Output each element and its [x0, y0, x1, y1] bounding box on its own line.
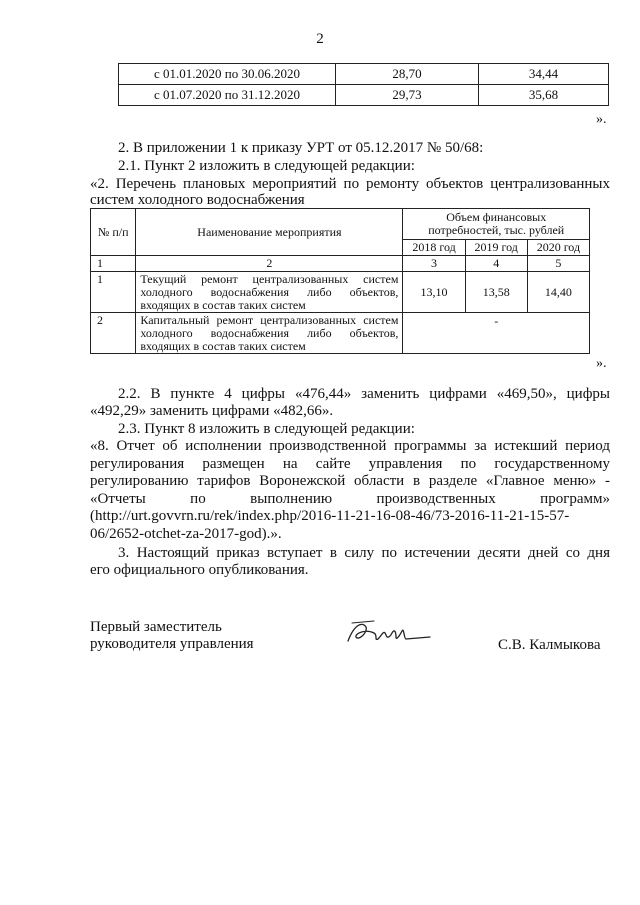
paragraph-2-3-line: «Отчеты по выполнению производственных программ»	[90, 491, 610, 507]
period-cell: с 01.01.2020 по 30.06.2020	[119, 64, 336, 85]
paragraph-2-1-quote: «2. Перечень плановых мероприятий по ремонту объектов централизованных	[90, 176, 610, 192]
index-cell: 3	[403, 256, 465, 272]
signatory-title-cont: руководителя управления	[90, 636, 254, 652]
header-name: Наименование мероприятия	[136, 209, 403, 256]
period-cell: с 01.07.2020 по 31.12.2020	[119, 85, 336, 106]
measures-table	[90, 208, 590, 354]
header-volume: Объем финансовых потребностей, тыс. рублей	[403, 209, 590, 240]
paragraph-2-3-heading: 2.3. Пункт 8 изложить в следующей редакции:	[118, 421, 415, 437]
table-row	[91, 313, 590, 354]
value-cell: 14,40	[527, 272, 589, 313]
paragraph-2-1: 2.1. Пункт 2 изложить в следующей редакции:	[118, 158, 415, 174]
index-cell: 2	[136, 256, 403, 272]
value-cell: 34,44	[479, 64, 609, 85]
paragraph-2-3-url-cont: 06/2652-otchet-za-2017-god).».	[90, 526, 282, 542]
index-cell: 1	[91, 256, 136, 272]
table-row	[119, 64, 609, 85]
row-number: 2	[91, 313, 136, 354]
paragraph-2-2-cont: «492,29» заменить цифрами «482,66».	[90, 403, 334, 419]
table-header-row	[91, 209, 590, 240]
value-cell: 28,70	[336, 64, 479, 85]
signatory-name: С.В. Калмыкова	[498, 637, 601, 653]
paragraph-3-cont: его официального опубликования.	[90, 562, 309, 578]
paragraph-2-2: 2.2. В пункте 4 цифры «476,44» заменить цифрами «469,50», цифры	[118, 386, 610, 402]
paragraph-2-3-line: регулирования размещен на сайте управления по государственному	[90, 456, 610, 472]
empty-value-cell: -	[403, 313, 590, 354]
row-number: 1	[91, 272, 136, 313]
index-cell: 4	[465, 256, 527, 272]
closing-quote: ».	[596, 112, 607, 127]
header-year: 2019 год	[465, 240, 527, 256]
measure-name: Текущий ремонт централизованных систем холодного водоснабжения либо объектов, входящих в состав таких систем	[136, 272, 403, 313]
value-cell: 13,10	[403, 272, 465, 313]
value-cell: 29,73	[336, 85, 479, 106]
index-cell: 5	[527, 256, 589, 272]
value-cell: 13,58	[465, 272, 527, 313]
paragraph-2-1-quote-cont: систем холодного водоснабжения	[90, 192, 305, 208]
measure-name: Капитальный ремонт централизованных систем холодного водоснабжения либо объектов, входящих в состав таких систем	[136, 313, 403, 354]
header-year: 2020 год	[527, 240, 589, 256]
section-2-heading: 2. В приложении 1 к приказу УРТ от 05.12.2017 № 50/68:	[118, 140, 484, 156]
tariff-table	[118, 63, 609, 106]
header-year: 2018 год	[403, 240, 465, 256]
paragraph-3: 3. Настоящий приказ вступает в силу по истечении десяти дней со дня	[118, 545, 610, 561]
table-row	[91, 272, 590, 313]
paragraph-2-3-line: регулированию тарифов Воронежской области в разделе «Главное меню» -	[90, 473, 610, 489]
table-row	[119, 85, 609, 106]
paragraph-2-3-url: (http://urt.govvrn.ru/rek/index.php/2016-11-21-16-08-46/73-2016-11-21-15-57-	[90, 508, 570, 524]
header-number: № п/п	[91, 209, 136, 256]
table-row	[91, 256, 590, 272]
closing-quote: ».	[596, 356, 607, 371]
handwritten-signature	[344, 615, 434, 651]
signatory-title: Первый заместитель	[90, 619, 222, 635]
value-cell: 35,68	[479, 85, 609, 106]
page-number: 2	[316, 31, 324, 47]
paragraph-2-3-line: «8. Отчет об исполнении производственной программы за истекший период	[90, 438, 610, 454]
